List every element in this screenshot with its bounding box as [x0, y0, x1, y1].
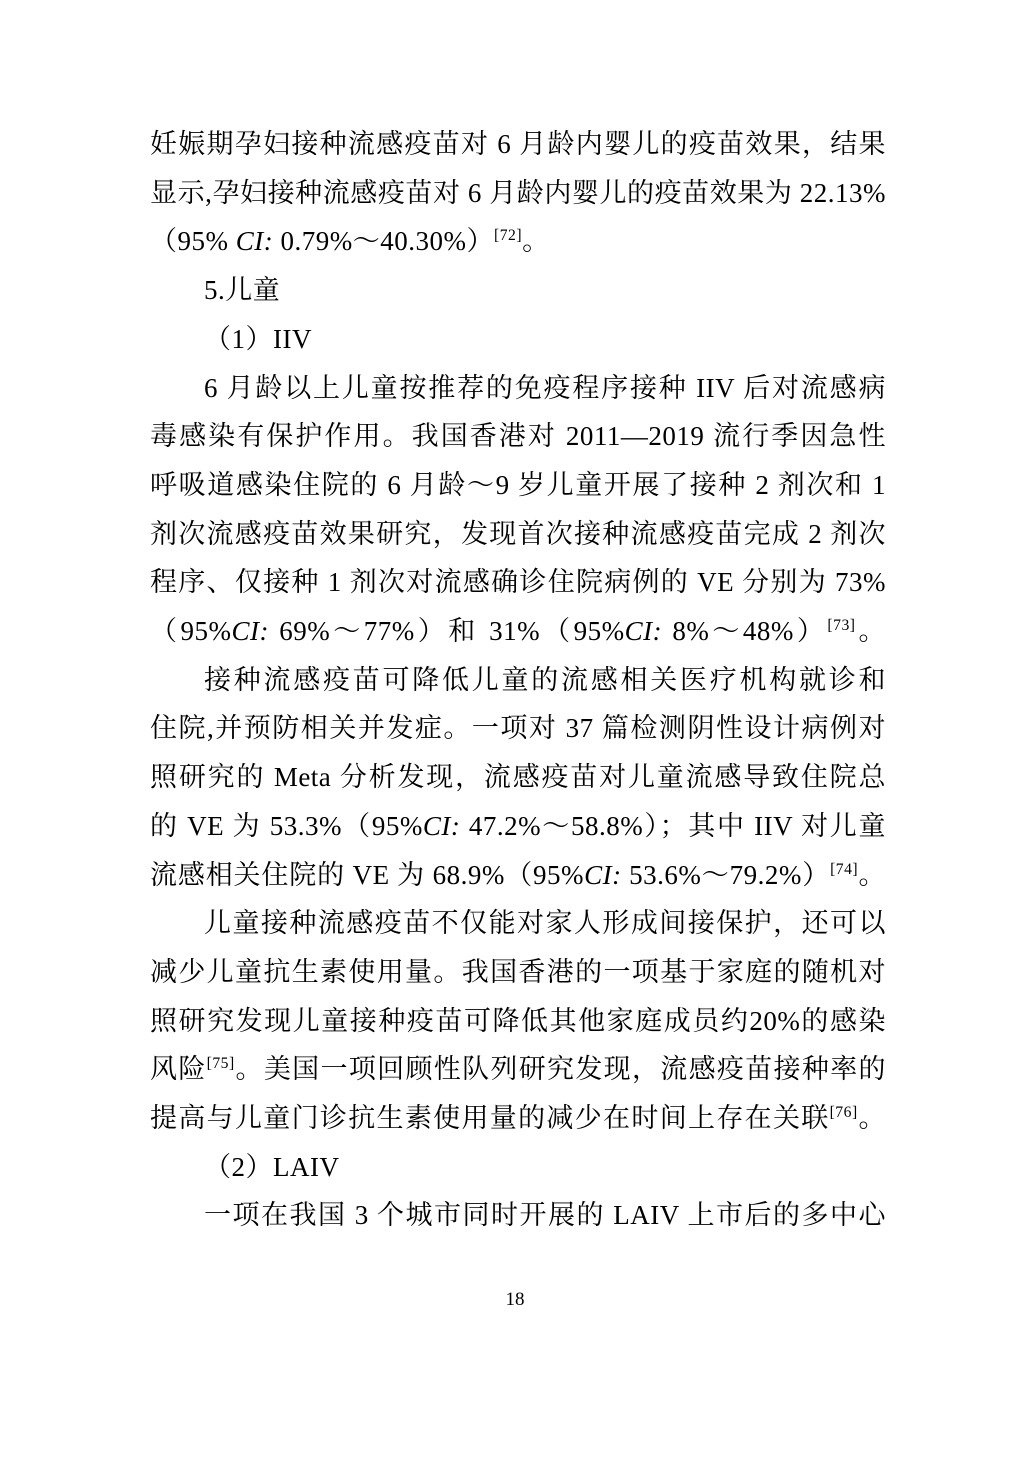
text-segment: 。 — [857, 1103, 886, 1134]
text-line — [150, 1045, 886, 1094]
text-line — [150, 412, 886, 461]
text-line — [150, 315, 886, 364]
text-line — [150, 1094, 886, 1143]
text-line — [150, 120, 886, 169]
text-segment: 53.6%～79.2%） — [621, 859, 831, 890]
text-segment: 的 VE 为 53.3%（95% — [150, 810, 423, 841]
text-segment: 显示,孕妇接种流感疫苗对 6 月龄内婴儿的疫苗效果为 22.13% — [150, 177, 886, 208]
text-line — [150, 217, 886, 266]
text-segment: 69%～77%）和 31%（95% — [269, 616, 625, 647]
text-segment: CI: — [624, 616, 663, 647]
text-line — [150, 461, 886, 510]
text-segment: 流感相关住院的 VE 为 68.9%（95% — [150, 859, 585, 890]
text-segment: 一项在我国 3 个城市同时开展的 LAIV 上市后的多中心 — [204, 1200, 886, 1231]
text-line — [150, 753, 886, 802]
text-segment: 5.儿童 — [204, 275, 281, 306]
text-segment: 。 — [855, 616, 886, 647]
text-segment: 接种流感疫苗可降低儿童的流感相关医疗机构就诊和 — [204, 664, 886, 695]
text-segment: 呼吸道感染住院的 6 月龄～9 岁儿童开展了接种 2 剂次和 1 — [150, 469, 886, 500]
text-segment: CI: — [235, 226, 274, 257]
text-line — [150, 851, 886, 900]
text-segment: 毒感染有保护作用。我国香港对 2011—2019 流行季因急性 — [150, 421, 886, 452]
text-segment: 8%～48%） — [662, 616, 828, 647]
text-line — [150, 899, 886, 948]
text-segment: 。 — [522, 226, 550, 257]
text-line — [150, 704, 886, 753]
text-line — [150, 510, 886, 559]
text-segment: 6 月龄以上儿童按推荐的免疫程序接种 IIV 后对流感病 — [204, 372, 886, 403]
text-segment: 47.2%～58.8%）；其中 IIV 对儿童 — [460, 810, 886, 841]
text-segment: 风险 — [150, 1054, 207, 1085]
text-line — [150, 1191, 886, 1240]
text-line — [150, 169, 886, 218]
text-line — [150, 607, 886, 656]
text-segment: 减少儿童抗生素使用量。我国香港的一项基于家庭的随机对 — [150, 956, 886, 987]
text-line — [150, 1143, 886, 1192]
text-line — [150, 802, 886, 851]
page-number: 18 — [505, 1289, 525, 1310]
text-segment: 提高与儿童门诊抗生素使用量的减少在时间上存在关联 — [150, 1103, 830, 1134]
text-line — [150, 948, 886, 997]
text-segment: CI: — [231, 616, 270, 647]
text-segment: 妊娠期孕妇接种流感疫苗对 6 月龄内婴儿的疫苗效果，结果 — [150, 129, 886, 159]
text-segment: 照研究发现儿童接种疫苗可降低其他家庭成员约20%的感染 — [150, 1005, 886, 1036]
text-segment: （95% — [150, 616, 232, 647]
text-segment: （1）IIV — [204, 323, 312, 354]
text-line — [150, 558, 886, 607]
text-block — [150, 120, 886, 1240]
text-segment: 剂次流感疫苗效果研究，发现首次接种流感疫苗完成 2 剂次 — [150, 518, 886, 549]
text-segment: 。美国一项回顾性队列研究发现，流感疫苗接种率的 — [234, 1054, 886, 1085]
text-line — [150, 364, 886, 413]
text-segment: （2）LAIV — [204, 1151, 340, 1182]
text-segment: CI: — [422, 810, 461, 841]
reference-superscript: [73] — [827, 617, 856, 635]
text-segment: 。 — [858, 859, 886, 890]
text-segment: 住院,并预防相关并发症。一项对 37 篇检测阴性设计病例对 — [150, 713, 886, 744]
text-line — [150, 266, 886, 315]
reference-superscript: [74] — [830, 860, 859, 878]
text-segment: 程序、仅接种 1 剂次对流感确诊住院病例的 VE 分别为 73% — [150, 567, 886, 598]
text-segment: （95% — [150, 226, 236, 257]
reference-superscript: [72] — [493, 227, 523, 245]
text-segment: 照研究的 Meta 分析发现，流感疫苗对儿童流感导致住院总 — [150, 762, 886, 793]
text-line — [150, 656, 886, 705]
text-line — [150, 997, 886, 1046]
text-segment: CI: — [584, 859, 622, 890]
page-footer — [0, 1288, 1030, 1312]
reference-superscript: [75] — [206, 1055, 235, 1073]
text-segment: 0.79%～40.30%） — [273, 226, 494, 257]
reference-superscript: [76] — [829, 1104, 858, 1122]
text-segment: 儿童接种流感疫苗不仅能对家人形成间接保护，还可以 — [204, 908, 886, 939]
